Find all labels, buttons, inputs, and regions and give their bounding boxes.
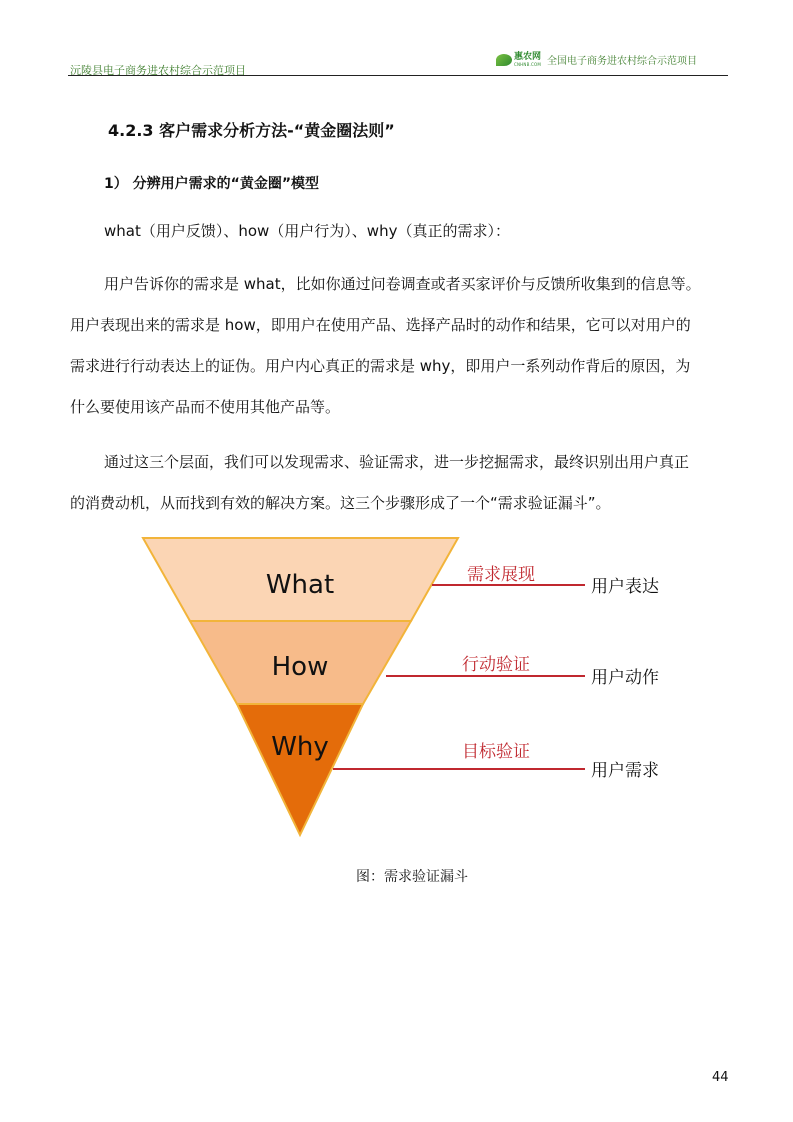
logo-subtext: CNHNB.COM: [513, 62, 541, 67]
header-right-title: 全国电子商务进农村综合示范项目: [547, 56, 697, 67]
funnel-label-what: What: [265, 570, 335, 600]
paragraph-line: 用户告诉你的需求是 what，比如你通过问卷调查或者买家评价与反馈所收集到的信息等。: [104, 275, 701, 293]
outcome-label-how: 用户动作: [591, 668, 659, 688]
stage-label-how: 行动验证: [462, 655, 530, 675]
paragraph-line: 用户表现出来的需求是 how，即用户在使用产品、选择产品时的动作和结果，它可以对用户的: [70, 316, 691, 334]
paragraph-line: 的消费动机，从而找到有效的解决方案。这三个步骤形成了一个“需求验证漏斗”。: [70, 494, 611, 512]
section-heading: 4.2.3 客户需求分析方法-“黄金圈法则”: [108, 121, 395, 140]
funnel-label-why: Why: [271, 732, 329, 762]
stage-label-why: 目标验证: [462, 742, 530, 762]
outcome-label-what: 用户表达: [591, 577, 659, 597]
paragraph-line: 什么要使用该产品而不使用其他产品等。: [70, 398, 341, 416]
header-left-title: 沅陵县电子商务进农村综合示范项目: [70, 64, 246, 77]
logo-text: 惠农网: [513, 52, 541, 62]
paragraph-line: what（用户反馈）、how（用户行为）、why（真正的需求）：: [104, 222, 510, 240]
stage-label-what: 需求展现: [467, 565, 535, 585]
page-number: 44: [712, 1070, 729, 1085]
outcome-label-why: 用户需求: [591, 761, 659, 781]
section-subheading: 1） 分辨用户需求的“黄金圈”模型: [104, 176, 320, 192]
paragraph-line: 需求进行行动表达上的证伪。用户内心真正的需求是 why，即用户一系列动作背后的原因，为: [70, 357, 691, 375]
paragraph-line: 通过这三个层面，我们可以发现需求、验证需求，进一步挖掘需求，最终识别出用户真正: [104, 453, 690, 471]
figure-caption: 图：需求验证漏斗: [356, 869, 468, 885]
funnel-label-how: How: [271, 652, 329, 682]
